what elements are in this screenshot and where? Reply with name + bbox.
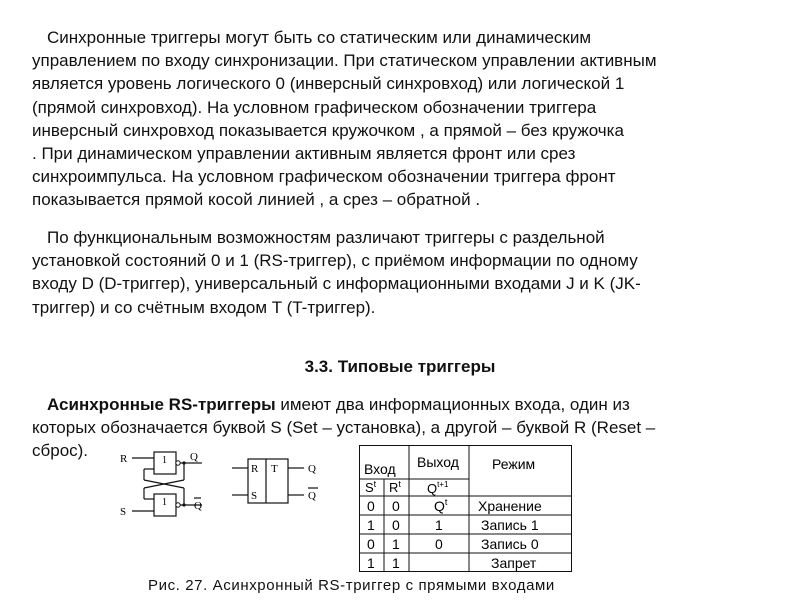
table-header-inputs: Вход: [364, 461, 396, 477]
text-line: синхроимпульса. На условном графическом обозначении триггера фронт: [32, 167, 616, 187]
text-line: является уровень логического 0 (инверсный синхровход) или логической 1: [32, 74, 625, 94]
symbol-mark-t: T: [271, 463, 278, 475]
table-header-output: Выход: [417, 454, 459, 470]
text-line: Синхронные триггеры могут быть со статическим или динамическим: [47, 28, 592, 47]
text-line: По функциональным возможностям различают триггеры с раздельной: [47, 228, 605, 247]
text-line: триггер) и со счётным входом T (T-триггер).: [32, 297, 376, 317]
text-line: управлением по входу синхронизации. При статическом управлении активным: [32, 51, 657, 71]
table-cell-r: 0: [392, 517, 400, 533]
symbol-output-qbar: Q: [308, 490, 316, 502]
rs-nor-circuit-diagram: [118, 446, 210, 524]
circuit-output-qbar: Q: [194, 500, 202, 512]
text-line: [32, 393, 777, 416]
text-line: установкой состояний 0 и 1 (RS-триггер), с приёмом информации по одному: [32, 251, 638, 271]
text-line: сброс).: [32, 441, 89, 461]
table-cell-q: 1: [435, 517, 443, 533]
header-q-letter: Q: [427, 481, 438, 496]
text-fragment: имеют два информационных входа, один из: [275, 395, 630, 414]
table-cell-q: [434, 497, 448, 514]
table-cell-mode: Запрет: [491, 555, 537, 571]
figure-caption: Рис. 27. Асинхронный RS-триггер с прямыми входами: [148, 577, 555, 594]
text-line: входу D (D-триггер), универсальный с информационными входами J и K (JK-: [32, 274, 641, 294]
circuit-input-s: S: [120, 506, 127, 518]
table-header-s: [365, 479, 377, 495]
header-s-superscript: t: [373, 479, 377, 489]
table-header-mode: Режим: [492, 456, 536, 472]
section-heading: 3.3. Типовые триггеры: [304, 357, 496, 376]
table-cell-mode: Запись 0: [481, 536, 539, 552]
text-line: которых обозначается буквой S (Set – установка), а другой – буквой R (Reset –: [32, 418, 656, 438]
table-cell-s: 1: [367, 555, 375, 571]
table-cell-r: 0: [392, 498, 400, 514]
circuit-gate-bottom-label: 1: [162, 497, 167, 508]
circuit-gate-top-label: 1: [162, 455, 167, 466]
cell-q-superscript: t: [444, 497, 448, 507]
table-cell-mode: Хранение: [478, 498, 542, 514]
paragraph-synchronous-triggers: [32, 26, 777, 212]
table-cell-s: 0: [367, 536, 375, 552]
bold-term: Асинхронные RS-триггеры: [47, 395, 276, 414]
table-cell-q: 0: [435, 536, 443, 552]
cell-q-letter: Q: [434, 498, 445, 514]
text-line: (прямой синхровход). На условном графическом обозначении триггера: [32, 97, 597, 117]
table-header-q: [427, 480, 449, 496]
text-line: . При динамическом управлении активным является фронт или срез: [32, 144, 576, 164]
text-line: показывается прямой косой линией , а срез – обратной .: [32, 190, 481, 210]
table-cell-mode: Запись 1: [481, 517, 539, 533]
symbol-input-s: S: [251, 490, 258, 502]
truth-table: [359, 445, 573, 573]
rs-trigger-symbol: [232, 456, 332, 506]
header-q-superscript: t+1: [437, 480, 449, 489]
paragraph-trigger-types: [32, 226, 777, 319]
table-cell-r: 1: [392, 536, 400, 552]
table-cell-s: 0: [367, 498, 375, 514]
header-r-letter: R: [389, 480, 399, 495]
symbol-input-r: R: [251, 463, 259, 475]
header-r-superscript: t: [398, 479, 401, 489]
circuit-input-r: R: [120, 453, 128, 465]
header-s-letter: S: [365, 480, 374, 495]
text-line: инверсный синхровход показывается кружочком , а прямой – без кружочка: [32, 120, 624, 140]
symbol-output-q: Q: [308, 463, 316, 475]
table-cell-s: 1: [367, 517, 375, 533]
table-header-r: [389, 479, 401, 495]
circuit-output-q: Q: [190, 451, 198, 463]
table-cell-r: 1: [392, 555, 400, 571]
